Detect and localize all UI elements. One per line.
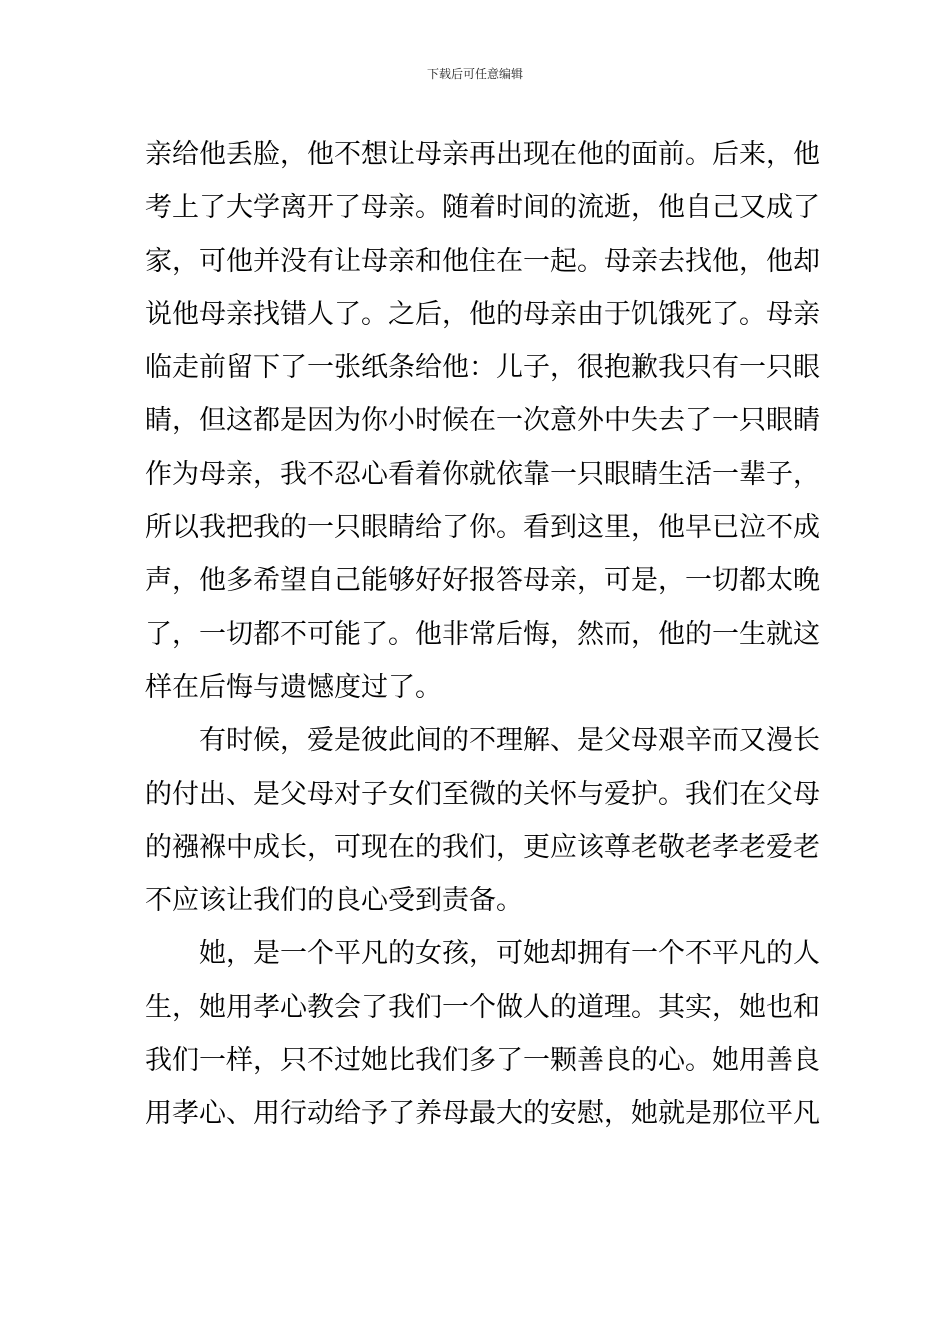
page-header: 下载后可任意编辑 bbox=[426, 67, 523, 81]
text-line: 睛，但这都是因为你小时候在一次意外中失去了一只眼睛 bbox=[145, 405, 820, 437]
document-body bbox=[145, 128, 820, 1141]
text-line: 声，他多希望自己能够好好报答母亲，可是，一切都太晚 bbox=[145, 565, 820, 597]
text-line: 说他母亲找错人了。之后，他的母亲由于饥饿死了。母亲 bbox=[145, 298, 820, 330]
text-line: 考上了大学离开了母亲。随着时间的流逝，他自己又成了 bbox=[145, 192, 820, 224]
text-line: 所以我把我的一只眼睛给了你。看到这里，他早已泣不成 bbox=[145, 512, 820, 544]
text-line: 用孝心、用行动给予了养母最大的安慰，她就是那位平凡 bbox=[145, 1098, 820, 1130]
text-line: 了，一切都不可能了。他非常后悔，然而，他的一生就这 bbox=[145, 618, 820, 650]
paragraph-start-line: 她，是一个平凡的女孩，可她却拥有一个不平凡的人 bbox=[199, 938, 820, 970]
text-line: 亲给他丢脸，他不想让母亲再出现在他的面前。后来，他 bbox=[145, 139, 820, 170]
text-line: 家，可他并没有让母亲和他住在一起。母亲去找他，他却 bbox=[145, 245, 820, 277]
text-line: 临走前留下了一张纸条给他：儿子，很抱歉我只有一只眼 bbox=[145, 352, 820, 384]
text-line: 我们一样，只不过她比我们多了一颗善良的心。她用善良 bbox=[145, 1045, 820, 1077]
text-line: 的襁褓中成长，可现在的我们，更应该尊老敬老孝老爱老 bbox=[145, 831, 820, 863]
text-line: 的付出、是父母对子女们至微的关怀与爱护。我们在父母 bbox=[145, 778, 820, 810]
text-line: 生，她用孝心教会了我们一个做人的道理。其实，她也和 bbox=[145, 991, 820, 1023]
paragraph-end-line: 不应该让我们的良心受到责备。 bbox=[145, 885, 523, 917]
text-line: 作为母亲，我不忍心看着你就依靠一只眼睛生活一辈子， bbox=[145, 458, 820, 490]
paragraph-start-line: 有时候，爱是彼此间的不理解、是父母艰辛而又漫长 bbox=[199, 725, 820, 757]
paragraph-end-line: 样在后悔与遗憾度过了。 bbox=[145, 671, 442, 703]
